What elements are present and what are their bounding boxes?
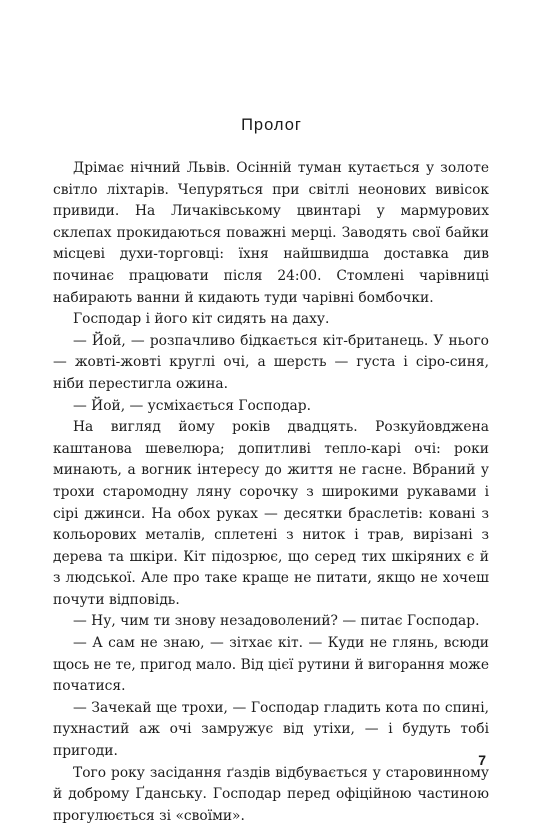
paragraph: — Зачекай ще трохи, — Господар гладить кота по спині, пухнастий аж очі замружує від утіхи, — і будуть тобі пригоди. xyxy=(53,699,489,760)
chapter-title: Пролог xyxy=(241,116,302,134)
paragraph: Дрімає нічний Львів. Осінній туман кутається у золоте світло ліхтарів. Чепуряться при світлі неонових вивісок привиди. На Личаківському цвинтарі у мармурових склепах прокидаються поважні мерці. Заводять свої байки місцеві духи-торговці: їхня найшвидша доставка див починає працювати після 24:00. Стомлені чарівниці набирають ванни й кидають туди чарівні бомбочки. xyxy=(53,160,489,306)
paragraph: На вигляд йому років двадцять. Розкуйовджена каштанова шевелюра; допитливі тепло-карі очі: роки минають, а вогник інтересу до життя не гасне. Вбраний у трохи старомодну ляну сорочку з широкими рукавами і сірі джинси. На обох руках — десятки браслетів: ковані з кольорових металів, сплетені з ниток і трав, вирізані з дерева та шкіри. Кіт підозрює, що серед тих шкіряних є й з людської. Але про таке краще не питати, якщо не хочеш почути відповідь. xyxy=(53,419,489,608)
body-text xyxy=(53,158,489,827)
paragraph: — А сам не знаю, — зітхає кіт. — Куди не глянь, всюди щось не те, пригод мало. Від цієї рутини й вигорання може початися. xyxy=(53,635,489,695)
paragraph: — Йой, — усміхається Господар. xyxy=(73,397,311,414)
paragraph: Господар і його кіт сидять на даху. xyxy=(73,311,330,328)
page-number: 7 xyxy=(478,752,486,768)
paragraph: — Ну, чим ти знову незадоволений? — питає Господар. xyxy=(73,613,480,630)
paragraph: Того року засідання ґаздів відбувається у старовинному й доброму Ґданську. Господар перед офіційною частиною прогулюється зі «своїми». xyxy=(53,764,489,824)
paragraph: — Йой, — розпачливо бідкається кіт-британець. У нього — жовті-жовті круглі очі, а шерсть — густа і сіро-синя, ніби перестигла ожина. xyxy=(53,332,489,392)
